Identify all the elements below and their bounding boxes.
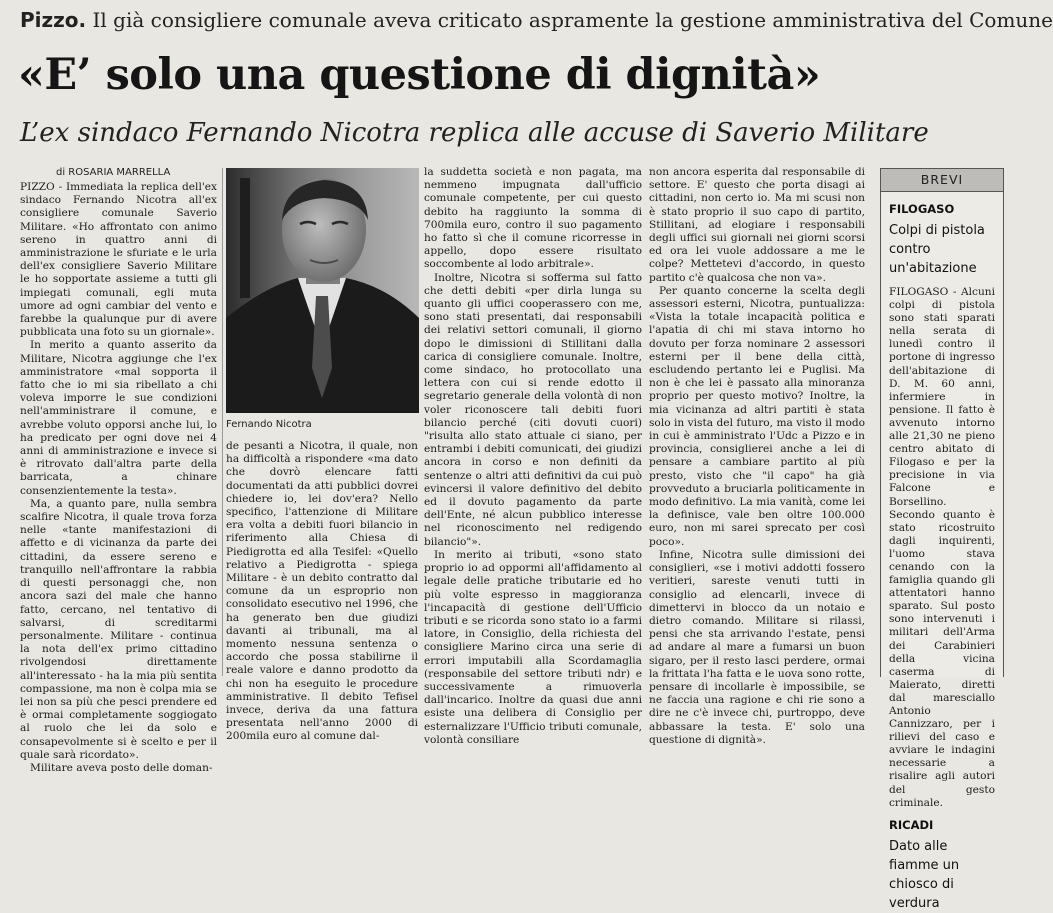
paragraph: non ancora esperita dal responsabile di settore. E' questo che porta disagi ai cittadini, non certo io. Ma mi scusi non è stato proprio il suo capo di partito, Stillitani, ad elogiare i responsabili degli uffici sui giornali nei giorni scorsi ed ora lei vuole addossare a me le colpe? Mettetevi d'accordo, in questo partito c'è qualcosa che non va». (649, 166, 865, 285)
brevi-label: BREVI (881, 169, 1003, 192)
brevi-sidebar (880, 168, 1004, 677)
article-column-3 (424, 166, 642, 676)
brevi-place: RICADI (889, 818, 995, 832)
paragraph: PIZZO - Immediata la replica dell'ex sindaco Fernando Nicotra all'ex consigliere comunale Saverio Militare. «Ho affrontato con animo sereno in quattro anni di amministrazione le sfuriate e le urla dell'ex consigliere Saverio Militare le ho sopportate assieme a tutti gli impiegati comunali, egli muta umore ad ogni cambiar del vento e farebbe la qualunque pur di avere pubblicata una foto su un giornale». (20, 181, 217, 339)
portrait-photo (226, 168, 419, 413)
paragraph: de pesanti a Nicotra, il quale, non ha difficoltà a rispondere «ma dato che dovrò elencare fatti documentati da atti pubblici dovrei chiedere io, lei dov'era? Nello specifico, l'attenzione di Militare era volta a debiti fuori bilancio in riferimento alla Chiesa di Piedigrotta ed alla Tesifel: «Quello relativo a Piedigrotta - spiega Militare - è un debito contratto dal comune da un esproprio non consolidato esecutivo nel 1996, che ha generato ben due giudizi davanti ai tribunali, ma al momento nessuna sentenza o accordo che possa stabilirne il reale valore e danno prodotto da chi non ha eseguito le procedure amministrative. Il debito Tefisel invece, deriva da una fattura presentata nell'anno 2000 di 200mila euro al comune dal- (226, 440, 418, 744)
subheadline: L’ex sindaco Fernando Nicotra replica alle accuse di Saverio Militare (20, 116, 1010, 150)
kicker-text: Il già consigliere comunale aveva criticato aspramente la gestione amministrativa del Comune (93, 8, 1053, 32)
paragraph: Ma, a quanto pare, nulla sembra scalfire Nicotra, il quale trova forza nelle «tante manifestazioni di affetto e di vicinanza da parte dei cittadini, da essere sereno e tranquillo nell'affrontare la rabbia di questi personaggi che, non ancora sazi del male che hanno fatto, cercano, nel tentativo di salvarsi, di screditarmi personalmente. Militare - continua la nota dell'ex primo cittadino rivolgendosi direttamente all'interessato - ha la mia più sentita compassione, ma non è colpa mia se lei non sa più che pesci prendere ed è ormai completamente soggiogato al ruolo che lei da solo e consapevolmente si è scelto e per il quale sarà ricordato». (20, 498, 217, 762)
brevi-item-filogaso (881, 192, 1003, 810)
paragraph: Militare aveva posto delle doman- (20, 762, 217, 775)
headline: «E’ solo una questione di dignità» (18, 37, 1013, 113)
brevi-place: FILOGASO (889, 202, 995, 216)
article-column-2 (226, 440, 418, 676)
paragraph: In merito ai tributi, «sono stato proprio io ad oppormi all'affidamento al legale delle pratiche tributarie ed ho più volte espresso in maggioranza l'incapacità di gestione dell'Ufficio tributi e se ricorda sono stato io a farmi latore, in Consiglio, della richiesta del consigliere Marino circa una serie di errori imputabili alla Scordamaglia (responsabile del settore tributi ndr) e successivamente a rimuoverla dall'incarico. Inoltre da quasi due anni esiste una delibera di Consiglio per esternalizzare l'Ufficio tributi comunale, volontà consiliare (424, 549, 642, 747)
paragraph: Inoltre, Nicotra si sofferma sul fatto che detti debiti «per dirla lunga su quanto gli uffici cooperassero con me, sono stati presentati, dai responsabili dei relativi settori comunali, il giorno dopo le dimissioni di Stillitani dalla carica di consigliere comunale. Inoltre, come sindaco, ho protocollato una lettera con cui si rende edotto il segretario generale della volontà di non voler riconoscere tali debiti fuori bilancio perché (citi dovuti cuori) "risulta allo stato attuale ci siano, per entrambi i debiti comunicati, dei giudizi ancora in corso e non definiti da sentenze o altri atti definitivi da cui può evincersi il valore definitivo del debito ed il dovuto pagamento da parte dell'Ente, né alcun pubblico interesse nel riconoscimento nel redigendo bilancio"». (424, 272, 642, 549)
brevi-item-ricadi (881, 810, 1003, 913)
paragraph: In merito a quanto asserito da Militare, Nicotra aggiunge che l'ex amministratore «mal sopporta il fatto che io mi sia ribellato a chi voleva imporre le sue condizioni nell'amministrare il comune, e avrebbe voluto opporsi anche lui, lo ha predicato per ogni dove nei 4 anni di amministrazione e invece si è ritrovato dall'altra parte della barricata, a chinare consenzientemente la testa». (20, 339, 217, 497)
portrait-illustration (226, 168, 419, 413)
brevi-text: FILOGASO - Alcuni colpi di pistola sono stati sparati nella serata di lunedì contro il portone di ingresso dell'abitazione di D. M. 60 anni, infermiere in pensione. Il fatto è avvenuto intorno alle 21,30 ne pieno centro abitato di Filogaso e per la precisione in via Falcone e Borsellino. Secondo quanto è stato ricostruito dagli inquirenti, l'uomo stava cenando con la famiglia quando gli attentatori hanno sparato. Sul posto sono intervenuti i militari dell'Arma dei Carabinieri della vicina caserma di Maierato, diretti dal maresciallo Antonio Cannizzaro, per i rilievi del caso e avviare le indagini necessarie a risalire agli autori del gesto criminale. (889, 286, 995, 810)
brevi-title: Dato alle fiamme un chiosco di verdura (889, 837, 995, 913)
byline: di ROSARIA MARRELLA (56, 167, 170, 178)
column-rule (222, 168, 223, 676)
paragraph: Per quanto concerne la scelta degli assessori esterni, Nicotra, puntualizza: «Vista la totale incapacità politica e l'apatia di chi mi stava intorno ho dovuto per forza nominare 2 assessori esterni per il bene della città, escludendo pertanto lei e Puglisi. Ma non è che lei è passato alla minoranza proprio per questo motivo? Inoltre, la mia vicinanza ad altri partiti è stata solo in vista del futuro, ma visto il modo in cui è amministrato l'Udc a Pizzo e in provincia, consiglierei anche a lei di pensare a cambiare partito al più presto, visto che "il capo" ha già provveduto a bruciarla politicamente in modo definitivo. La mia vanità, come lei la definisce, vale ben oltre 100.000 euro, non mi sarei sprecato per così poco». (649, 285, 865, 549)
paragraph: la suddetta società e non pagata, ma nemmeno impugnata dall'ufficio comunale competente, per cui questo debito ha raggiunto la somma di 700mila euro, contro il suo pagamento ho fatto sì che il comune ricorresse in appello, dopo essere risultato soccombente al lodo arbitrale». (424, 166, 642, 272)
article-column-4 (649, 166, 865, 676)
article-column-1 (20, 181, 217, 676)
photo-caption: Fernando Nicotra (226, 419, 312, 430)
kicker-place: Pizzo. (20, 8, 86, 32)
brevi-title: Colpi di pistola contro un'abitazione (889, 221, 995, 278)
paragraph: Infine, Nicotra sulle dimissioni dei consiglieri, «se i motivi addotti fossero veritieri, sareste venuti tutti in consiglio ad elencarli, invece di dimettervi in blocco da un notaio e dietro comando. Militare si rilassi, pensi che sta arrivando l'estate, pensi ad andare al mare a fumarsi un buon sigaro, per il resto lasci perdere, ormai la frittata l'ha fatta e le uova sono rotte, pensare di incollarle è impossibile, se ne faccia una ragione e chi rie sono a dire ne c'è invece chi, purtroppo, deve abbassare la testa. E' solo una questione di dignità». (649, 549, 865, 747)
kicker (20, 6, 1020, 34)
